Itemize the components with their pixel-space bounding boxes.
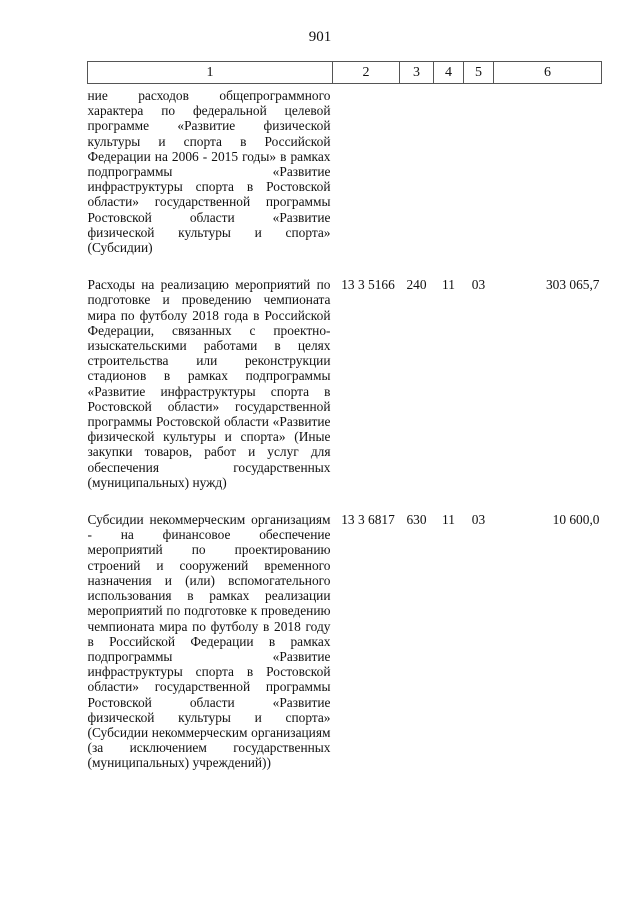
column-header-4: 4 bbox=[434, 62, 464, 84]
row-expense-type: 630 bbox=[406, 512, 427, 528]
column-header-6: 6 bbox=[494, 62, 602, 84]
row-target-article: 13 3 5166 bbox=[341, 277, 395, 293]
row-section: 11 bbox=[442, 277, 455, 293]
column-header-3: 3 bbox=[400, 62, 434, 84]
row-target-article: 13 3 6817 bbox=[341, 512, 395, 528]
column-header-5: 5 bbox=[464, 62, 494, 84]
row-amount bbox=[494, 84, 602, 278]
budget-table bbox=[87, 61, 602, 771]
table-row bbox=[88, 512, 602, 770]
row-amount: 10 600,0 bbox=[552, 512, 600, 528]
table-header-row bbox=[88, 62, 602, 84]
page-number: 901 bbox=[308, 29, 332, 45]
row-target-article bbox=[333, 84, 400, 278]
row-expense-type bbox=[400, 84, 434, 278]
row-amount: 303 065,7 bbox=[545, 277, 600, 293]
row-subsection: 03 bbox=[471, 277, 486, 293]
row-description: Субсидии некоммерческим организациям - на финансовое обеспечение мероприятий по проектированию строений и сооружений временного назначения и (или) вспомогательного использования в рамках реализации мероприятий по подготовке к проведению чемпионата мира по футболу в 2018 году в Российской Федерации в рамках подпрограммы «Развитие инфраструктуры спорта в Ростовской области» государственной программы Ростовской области «Развитие физической культуры и спорта» (Субсидии некоммерческим организациям (за исключением государственных (муниципальных) учреждений)) bbox=[87, 512, 331, 771]
row-expense-type: 240 bbox=[406, 277, 427, 293]
row-subsection bbox=[464, 84, 494, 278]
row-section bbox=[434, 84, 464, 278]
column-header-1: 1 bbox=[88, 62, 333, 84]
row-subsection: 03 bbox=[471, 512, 486, 528]
row-description: ние расходов общепрограммного характера по федеральной целевой программе «Развитие физической культуры и спорта в Российской Федерации на 2006 - 2015 годы» в рамках подпрограммы «Развитие инфраструктуры спорта в Ростовской области» государственной программы Ростовской области «Развитие физической культуры и спорта» (Субсидии) bbox=[87, 88, 331, 256]
row-description: Расходы на реализацию мероприятий по подготовке и проведению чемпионата мира по футболу 2018 года в Российской Федерации, связанных с проектно-изыскательскими работами в целях строительства или реконструкции стадионов в рамках подпрограммы «Развитие инфраструктуры спорта в Ростовской области» государственной программы Ростовской области «Развитие физической культуры и спорта» (Иные закупки товаров, работ и услуг для обеспечения государственных (муниципальных) нужд) bbox=[87, 277, 331, 490]
table-row bbox=[88, 277, 602, 512]
table-row bbox=[88, 84, 602, 278]
column-header-2: 2 bbox=[333, 62, 400, 84]
row-section: 11 bbox=[442, 512, 455, 528]
